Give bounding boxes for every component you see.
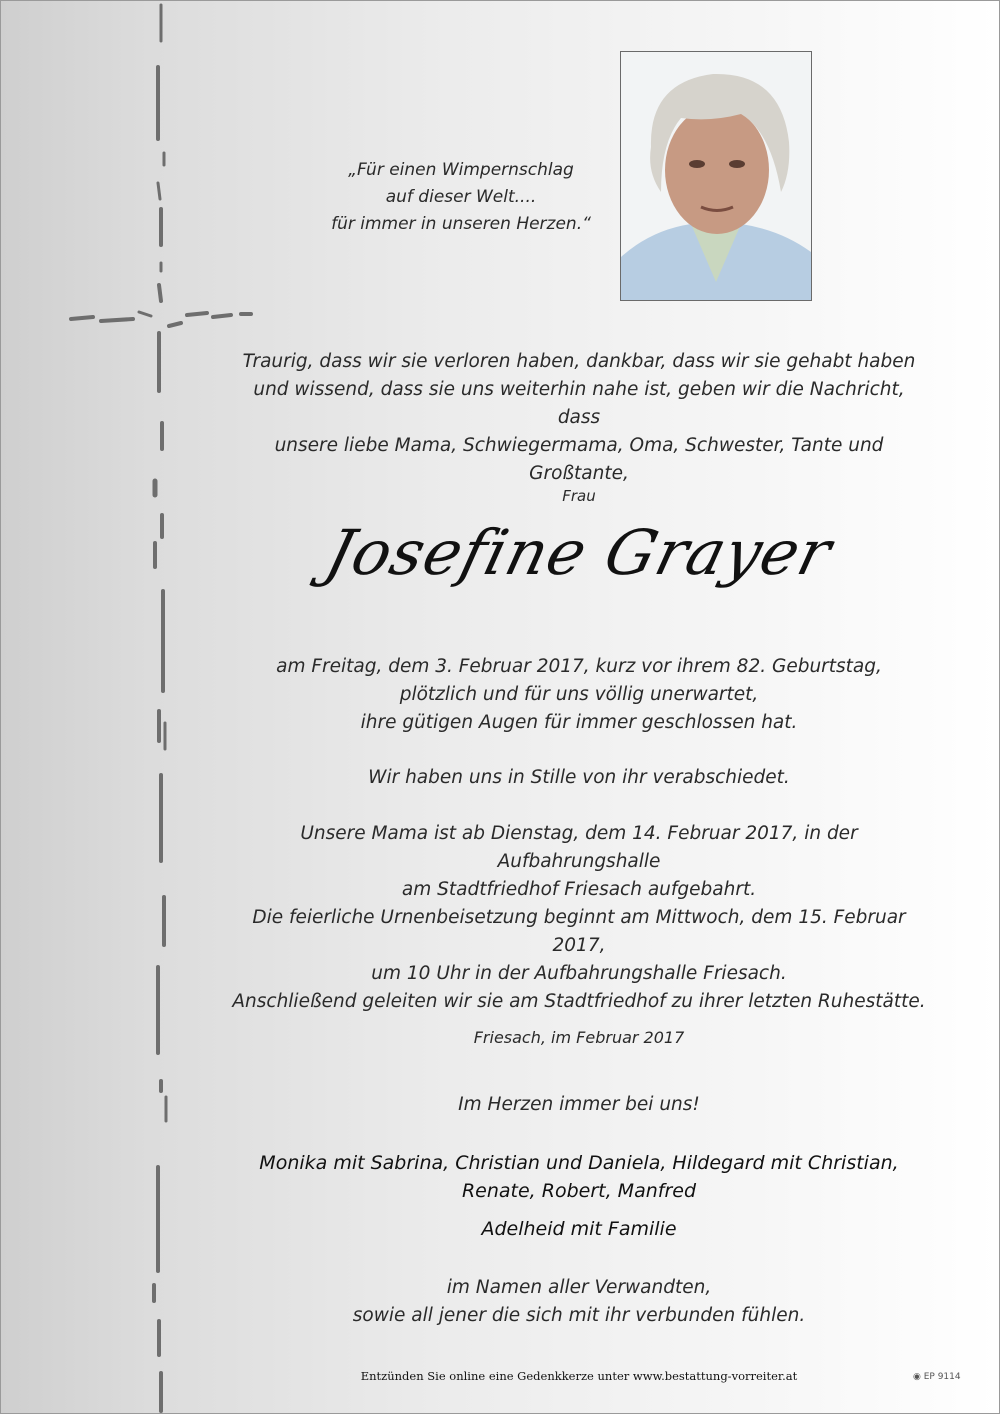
relatives-line: sowie all jener die sich mit ihr verbunden fühlen. [352, 1305, 806, 1326]
viewing-line: am Stadtfriedhof Friesach aufgebahrt. [401, 879, 757, 900]
family-second: Adelheid mit Familie [481, 1218, 677, 1240]
burial-info [231, 904, 927, 1016]
copyright-icon: ◉ [913, 1372, 921, 1382]
print-code-label: EP 9114 [923, 1372, 961, 1382]
quote-block [301, 157, 621, 238]
relatives-line: im Namen aller Verwandten, [446, 1277, 712, 1298]
death-line: ihre gütigen Augen für immer geschlossen hat. [360, 712, 798, 733]
burial-line: um 10 Uhr in der Aufbahrungshalle Friesach. [371, 963, 787, 984]
intro-text [231, 348, 927, 488]
place-date: Friesach, im Februar 2017 [473, 1028, 685, 1047]
family-line: Monika mit Sabrina, Christian und Daniela, Hildegard mit Christian, [259, 1152, 899, 1174]
farewell-text: Wir haben uns in Stille von ihr verabschiedet. [368, 767, 790, 788]
portrait-image [621, 52, 811, 300]
footer-link-text: Entzünden Sie online eine Gedenkkerze unter www.bestattung-vorreiter.at [360, 1369, 798, 1383]
intro-line: Traurig, dass wir sie verloren haben, dankbar, dass wir sie gehabt haben [242, 351, 916, 372]
quote-line: für immer in unseren Herzen.“ [331, 214, 591, 234]
viewing-info [231, 820, 927, 904]
death-line: plötzlich und für uns völlig unerwartet, [399, 684, 759, 705]
cross-icon [1, 1, 261, 1414]
portrait-photo [620, 51, 812, 301]
salutation: Frau [562, 487, 596, 505]
deceased-name: Josefine Grayer [318, 516, 840, 589]
print-code [913, 1372, 961, 1382]
death-line: am Freitag, dem 3. Februar 2017, kurz vor ihrem 82. Geburtstag, [276, 656, 882, 677]
burial-line: Anschließend geleiten wir sie am Stadtfriedhof zu ihrer letzten Ruhestätte. [232, 991, 926, 1012]
intro-line: unsere liebe Mama, Schwiegermama, Oma, Schwester, Tante und Großtante, [274, 435, 884, 484]
quote-line: „Für einen Wimpernschlag [348, 160, 574, 180]
viewing-line: Unsere Mama ist ab Dienstag, dem 14. Februar 2017, in der Aufbahrungshalle [300, 823, 858, 872]
intro-line: und wissend, dass sie uns weiterhin nahe ist, geben wir die Nachricht, dass [253, 379, 905, 428]
motto: Im Herzen immer bei uns! [458, 1094, 700, 1115]
quote-line: auf dieser Welt.... [385, 187, 537, 207]
death-notice [231, 653, 927, 737]
family-mourners [231, 1149, 927, 1205]
family-line: Renate, Robert, Manfred [461, 1180, 697, 1202]
burial-line: Die feierliche Urnenbeisetzung beginnt am Mittwoch, dem 15. Februar 2017, [252, 907, 906, 956]
relatives-text [231, 1274, 927, 1330]
